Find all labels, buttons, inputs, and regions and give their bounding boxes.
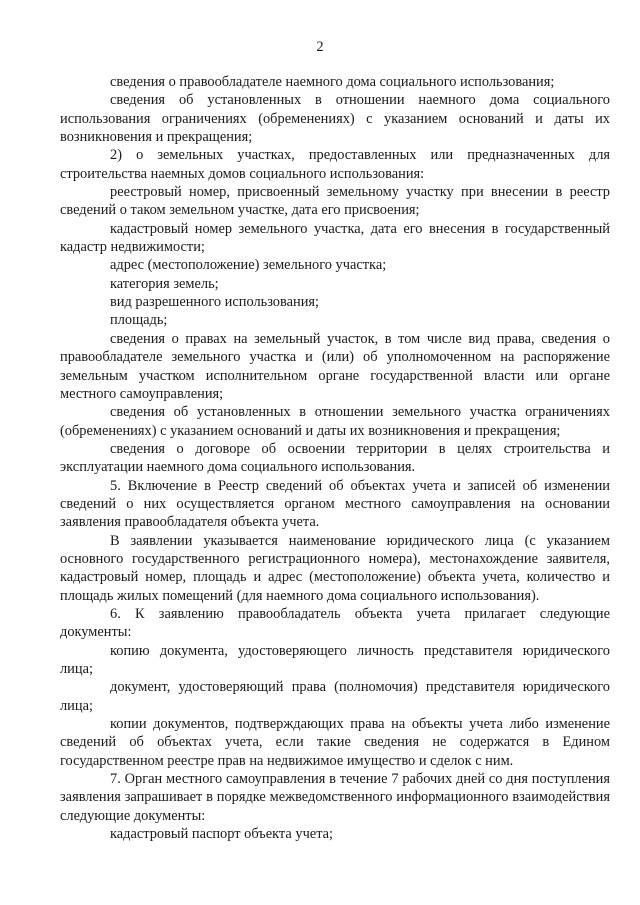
paragraph-item-6-attachments: 6. К заявлению правообладатель объекта учета прилагает следующие документы: — [60, 605, 610, 641]
paragraph-land-rights: сведения о правах на земельный участок, в том числе вид права, сведения о правообладателе земельного участка и (или) об уполномоченном на распоряжение земельным участком исполнительном органе государственной власти или органе местного самоуправления; — [60, 330, 610, 402]
paragraph-registry-number: реестровый номер, присвоенный земельному участку при внесении в реестр сведений о таком земельном участке, дата его присвоения; — [60, 184, 610, 219]
paragraph-item-7-requests: 7. Орган местного самоуправления в течение 7 рабочих дней со дня поступления заявления запрашивает в порядке межведомственного информационного взаимодействия следующие документы: — [60, 771, 610, 824]
document-body — [60, 73, 610, 843]
paragraph-development-agreement: сведения о договоре об освоении территории в целях строительства и эксплуатации наемного дома социального использования. — [60, 440, 610, 476]
paragraph-cadastral-number: кадастровый номер земельного участка, дата его внесения в государственный кадастр недвижимости; — [60, 220, 610, 256]
paragraph-permitted-use: вид разрешенного использования; — [110, 294, 320, 311]
paragraph-land-encumbrances: сведения об установленных в отношении земельного участка ограничениях (обременениях) с указанием оснований и даты их возникновения и прекращения; — [60, 404, 610, 439]
paragraph-rights-documents: копии документов, подтверждающих права на объекты учета либо изменение сведений об объектах учета, если такие сведения не содержатся в Едином государственном реестре прав на недвижимое имущество и сделок с ним. — [60, 716, 610, 769]
paragraph-house-encumbrances: сведения об установленных в отношении наемного дома социального использования ограничениях (обременениях) с указанием оснований и даты их возникновения и прекращения; — [60, 92, 610, 146]
paragraph-authority-document: документ, удостоверяющий права (полномочия) представителя юридического лица; — [60, 679, 610, 714]
paragraph-application-contents: В заявлении указывается наименование юридического лица (с указанием основного государственного регистрационного номера), местонахождение заявителя, кадастровый номер, площадь и адрес (местоположение) объекта учета, количество и площадь жилых помещений (для наемного дома социального использования). — [60, 532, 610, 604]
paragraph-id-copy: копию документа, удостоверяющего личность представителя юридического лица; — [60, 642, 610, 677]
paragraph-rights-holder: сведения о правообладателе наемного дома социального использования; — [110, 74, 555, 90]
paragraph-cadastral-passport: кадастровый паспорт объекта учета; — [110, 826, 334, 843]
page-number: 2 — [316, 39, 324, 55]
paragraph-area: площадь; — [110, 312, 168, 329]
paragraph-address: адрес (местоположение) земельного участка; — [110, 257, 387, 274]
paragraph-item-2-land-plots: 2) о земельных участках, предоставленных или предназначенных для строительства наемных домов социального использования: — [60, 147, 610, 182]
paragraph-item-5-inclusion: 5. Включение в Реестр сведений об объектах учета и записей об изменении сведений о них осуществляется органом местного самоуправления на основании заявления правообладателя объекта учета. — [60, 477, 610, 531]
paragraph-land-category: категория земель; — [110, 275, 219, 292]
